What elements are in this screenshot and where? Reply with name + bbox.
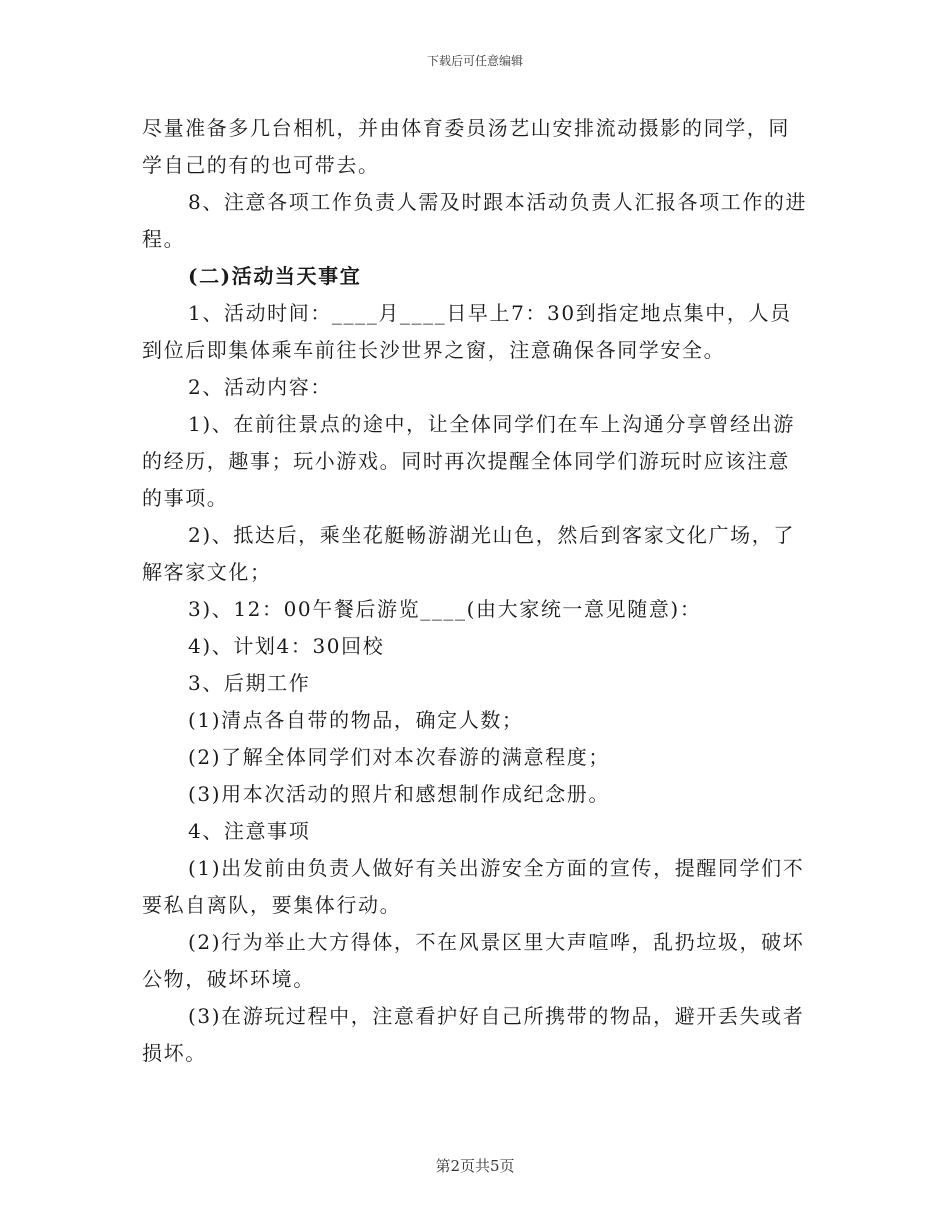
paragraph: 1、活动时间：____月____日早上7：30到指定地点集中，人员到位后即集体乘车前往长沙世界之窗，注意确保各同学安全。 (142, 301, 792, 362)
paragraph: 4、注意事项 (188, 819, 311, 843)
paragraph: (1)出发前由负责人做好有关出游安全方面的宣传，提醒同学们不要私自离队，要集体行动。 (142, 856, 805, 917)
paragraph: (3)用本次活动的照片和感想制作成纪念册。 (188, 782, 610, 806)
page-footer: 第2页共5页 (435, 1157, 515, 1175)
paragraph: (1)清点各自带的物品，确定人数； (188, 708, 524, 732)
document-body (142, 110, 810, 1072)
paragraph: 2、活动内容： (188, 375, 332, 399)
paragraph: 3、后期工作 (188, 671, 311, 695)
paragraph: 8、注意各项工作负责人需及时跟本活动负责人汇报各项工作的进程。 (142, 190, 808, 251)
paragraph: 4)、计划4：30回校 (188, 634, 385, 658)
paragraph: (3)在游玩过程中，注意看护好自己所携带的物品，避开丢失或者损坏。 (142, 1004, 805, 1065)
paragraph: (2)了解全体同学们对本次春游的满意程度； (188, 745, 610, 769)
paragraph: (2)行为举止大方得体，不在风景区里大声喧哗，乱扔垃圾，破坏公物，破坏环境。 (142, 930, 805, 991)
paragraph: 尽量准备多几台相机，并由体育委员汤艺山安排流动摄影的同学，同学自己的有的也可带去。 (142, 116, 790, 177)
paragraph: 1)、在前往景点的途中，让全体同学们在车上沟通分享曾经出游的经历，趣事；玩小游戏。同时再次提醒全体同学们游玩时应该注意的事项。 (142, 412, 795, 510)
paragraph: 3)、12：00午餐后游览____(由大家统一意见随意)： (188, 597, 702, 621)
paragraph: 2)、抵达后，乘坐花艇畅游湖光山色，然后到客家文化广场，了解客家文化； (142, 523, 795, 584)
page-header: 下载后可任意编辑 (426, 54, 523, 68)
section-heading: (二)活动当天事宜 (188, 264, 362, 288)
